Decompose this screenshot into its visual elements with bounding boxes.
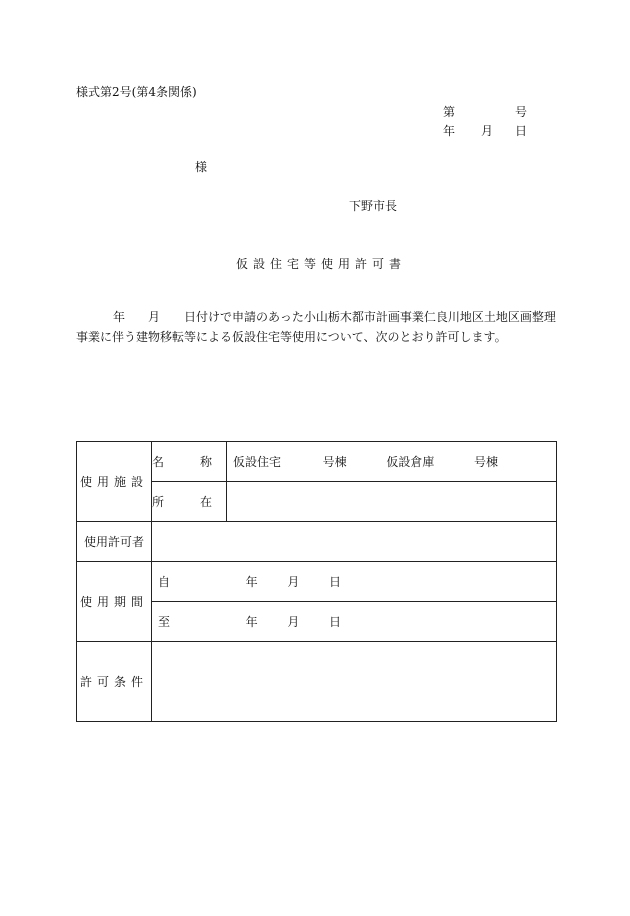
period-to-month: 月 xyxy=(287,615,300,629)
name-label: 名 称 xyxy=(152,455,212,469)
body-line2: 事業に伴う建物移転等による仮設住宅等使用について、次のとおり許可します。 xyxy=(76,330,507,344)
issue-date-month: 月 xyxy=(481,124,494,138)
addressee-honorific: 様 xyxy=(195,160,208,174)
issuer-name: 下野市長 xyxy=(349,199,398,213)
issue-date-year: 年 xyxy=(443,124,456,138)
facility-label-cell xyxy=(77,442,152,522)
location-value-cell xyxy=(227,482,557,522)
location-label-cell xyxy=(152,482,227,522)
period-label-cell xyxy=(77,562,152,642)
conditions-label: 許可条件 xyxy=(79,675,148,689)
temp-house-text: 仮設住宅 xyxy=(233,455,282,469)
period-from-cell xyxy=(152,562,557,602)
permit-table xyxy=(76,441,557,722)
document-number-prefix: 第 xyxy=(443,105,456,119)
period-from-year: 年 xyxy=(245,575,258,589)
period-to-day: 日 xyxy=(329,615,342,629)
issue-date-day: 日 xyxy=(515,124,528,138)
temp-storage-text: 仮設倉庫 xyxy=(386,455,435,469)
body-line1: 日付けで申請のあった小山栃木都市計画事業仁良川地区土地区画整理 xyxy=(184,310,556,324)
period-to-cell xyxy=(152,602,557,642)
period-label: 使用期間 xyxy=(79,595,148,609)
conditions-value-cell xyxy=(152,642,557,722)
permit-holder-label: 使用許可者 xyxy=(83,535,144,549)
location-label: 所 在 xyxy=(152,495,212,509)
document-title: 仮設住宅等使用許可書 xyxy=(236,257,407,271)
body-month: 月 xyxy=(148,310,161,324)
period-from-day: 日 xyxy=(329,575,342,589)
period-to-label: 至 xyxy=(158,615,171,629)
permit-holder-value-cell xyxy=(152,522,557,562)
period-to-year: 年 xyxy=(245,615,258,629)
facility-label: 使用施設 xyxy=(79,475,148,489)
body-year: 年 xyxy=(113,310,126,324)
period-from-label: 自 xyxy=(158,575,171,589)
permit-holder-label-cell xyxy=(77,522,152,562)
form-number: 様式第2号(第4条関係) xyxy=(76,85,197,99)
building-unit-text-2: 号棟 xyxy=(474,455,499,469)
name-value-cell xyxy=(227,442,557,482)
name-label-cell xyxy=(152,442,227,482)
conditions-label-cell xyxy=(77,642,152,722)
period-from-month: 月 xyxy=(287,575,300,589)
building-unit-text-1: 号棟 xyxy=(322,455,347,469)
document-number-suffix: 号 xyxy=(515,105,528,119)
